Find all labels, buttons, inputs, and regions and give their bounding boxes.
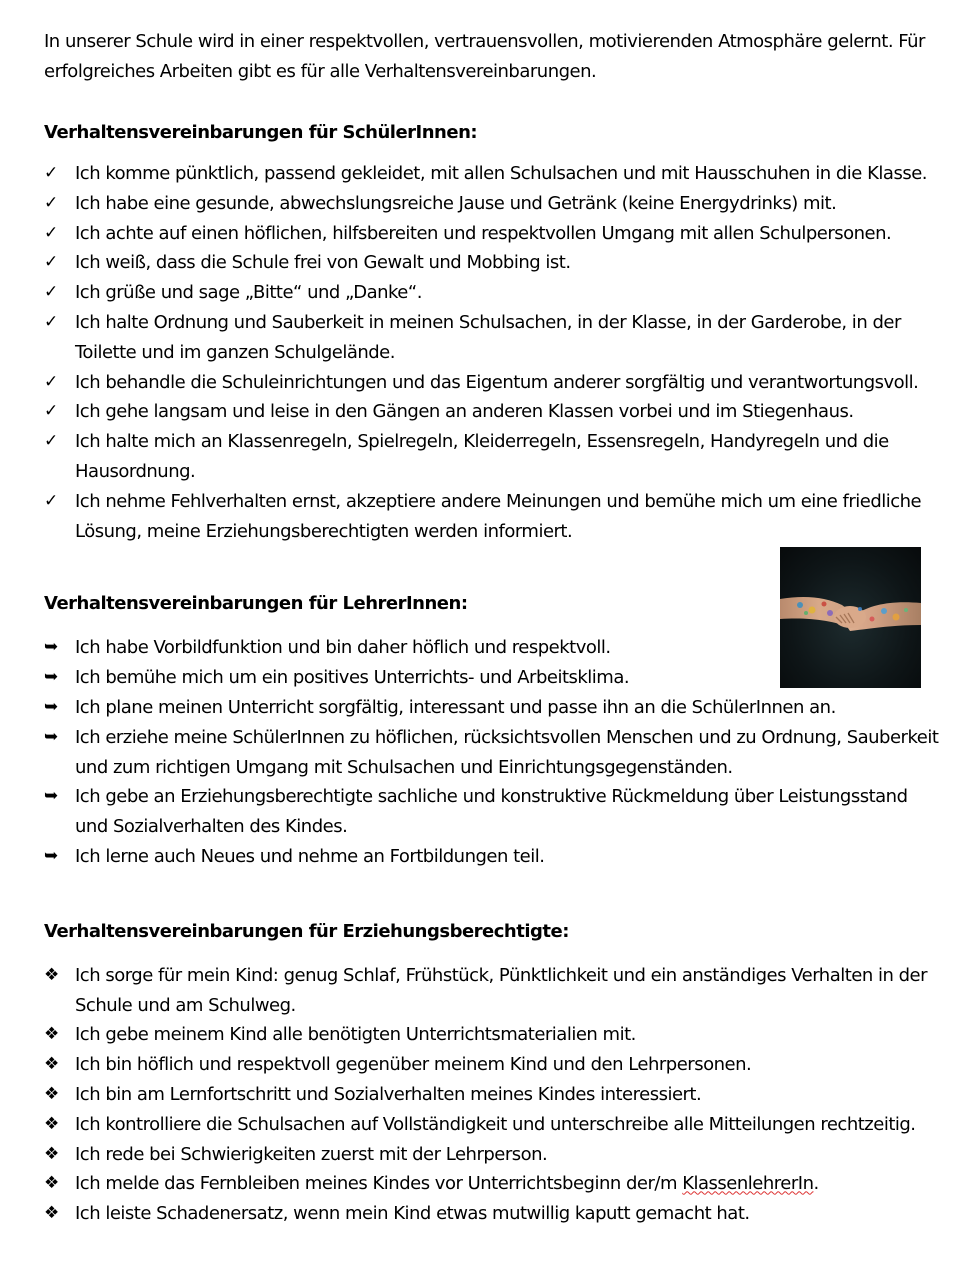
section-heading-students: Verhaltensvereinbarungen für SchülerInnen: <box>44 122 478 143</box>
section-heading-guardians: Verhaltensvereinbarungen für Erziehungsberechtigte: <box>44 920 569 942</box>
list-item <box>44 397 944 427</box>
curved-arrow-icon: ➥ <box>44 696 58 717</box>
list-item-text: Ich rede bei Schwierigkeiten zuerst mit der Lehrperson. <box>75 1143 548 1165</box>
curved-arrow-icon: ➥ <box>44 667 58 688</box>
curved-arrow-icon: ➥ <box>44 786 58 807</box>
list-item <box>44 1169 944 1199</box>
list-students <box>44 159 944 546</box>
list-item-text: Ich grüße und sage „Bitte“ und „Danke“. <box>75 282 422 304</box>
list-item <box>44 368 944 398</box>
list-item-text: Ich melde das Fernbleiben meines Kindes vor Unterrichtsbeginn der/m KlassenlehrerIn. <box>75 1173 819 1195</box>
list-item <box>44 427 944 487</box>
list-item <box>44 308 944 368</box>
list-item-text: Ich gebe an Erziehungsberechtigte sachliche und konstruktive Rückmeldung über Leistungsstand und Sozialverhalten des Kindes. <box>75 786 908 838</box>
checkmark-icon: ✓ <box>44 490 58 511</box>
list-item-text: Ich lerne auch Neues und nehme an Fortbildungen teil. <box>75 845 545 867</box>
list-item <box>44 219 944 249</box>
curved-arrow-icon: ➥ <box>44 845 58 866</box>
list-item <box>44 782 944 842</box>
curved-arrow-icon: ➥ <box>44 726 58 747</box>
checkmark-icon: ✓ <box>44 282 58 303</box>
handshake-image <box>780 547 921 688</box>
section-heading-teachers: Verhaltensvereinbarungen für LehrerInnen: <box>44 593 468 615</box>
checkmark-icon: ✓ <box>44 371 58 392</box>
checkmark-icon: ✓ <box>44 252 58 273</box>
list-item-text: Ich bemühe mich um ein positives Unterrichts- und Arbeitsklima. <box>75 667 630 689</box>
intro-paragraph: In unserer Schule wird in einer respektvollen, vertrauensvollen, motivierenden Atmosphäre gelernt. Für erfolgreiches Arbeiten gibt es für alle Verhaltensvereinbarungen. <box>44 31 925 82</box>
list-item-text: Ich nehme Fehlverhalten ernst, akzeptiere andere Meinungen und bemühe mich um eine friedliche Lösung, meine Erziehungsberechtigten werden informiert. <box>75 490 922 542</box>
list-item-text: Ich halte mich an Klassenregeln, Spielregeln, Kleiderregeln, Essensregeln, Handyregeln und die Hausordnung. <box>75 431 889 482</box>
list-item <box>44 1020 944 1050</box>
list-item-text: Ich achte auf einen höflichen, hilfsbereiten und respektvollen Umgang mit allen Schulpersonen. <box>75 222 892 244</box>
four-diamond-icon: ❖ <box>44 1143 59 1164</box>
list-item-text: Ich leiste Schadenersatz, wenn mein Kind etwas mutwillig kaputt gemacht hat. <box>75 1203 750 1225</box>
list-item-text: Ich behandle die Schuleinrichtungen und das Eigentum anderer sorgfältig und verantwortungsvoll. <box>75 371 919 393</box>
list-item-text: Ich weiß, dass die Schule frei von Gewalt und Mobbing ist. <box>75 252 571 274</box>
list-item-text: Ich bin höflich und respektvoll gegenüber meinem Kind und den Lehrpersonen. <box>75 1054 752 1076</box>
list-item <box>44 248 944 278</box>
four-diamond-icon: ❖ <box>44 1113 59 1134</box>
four-diamond-icon: ❖ <box>44 1083 59 1104</box>
list-item <box>44 487 944 547</box>
list-item-text: Ich bin am Lernfortschritt und Sozialverhalten meines Kindes interessiert. <box>75 1083 702 1105</box>
checkmark-icon: ✓ <box>44 431 58 452</box>
list-item-text: Ich kontrolliere die Schulsachen auf Vollständigkeit und unterschreibe alle Mitteilungen rechtzeitig. <box>75 1113 916 1135</box>
list-item-text: Ich komme pünktlich, passend gekleidet, mit allen Schulsachen und mit Hausschuhen in die Klasse. <box>75 163 927 184</box>
list-item-text: Ich plane meinen Unterricht sorgfältig, interessant und passe ihn an die SchülerInnen an. <box>75 696 836 718</box>
list-item <box>44 1080 944 1110</box>
checkmark-icon: ✓ <box>44 192 58 213</box>
list-item <box>44 159 944 189</box>
checkmark-icon: ✓ <box>44 311 58 332</box>
list-item <box>44 1110 944 1140</box>
list-item-text: Ich erziehe meine SchülerInnen zu höflichen, rücksichtsvollen Menschen und zu Ordnung, Sauberkeit und zum richtigen Umgang mit Schulsachen und Einrichtungsgegenständen. <box>75 726 939 778</box>
checkmark-icon: ✓ <box>44 401 58 422</box>
four-diamond-icon: ❖ <box>44 1203 59 1224</box>
list-item <box>44 842 944 872</box>
list-item <box>44 189 944 219</box>
list-item <box>44 693 944 723</box>
four-diamond-icon: ❖ <box>44 964 59 985</box>
spellcheck-underline[interactable]: KlassenlehrerIn <box>682 1173 814 1195</box>
list-item <box>44 1050 944 1080</box>
four-diamond-icon: ❖ <box>44 1054 59 1075</box>
list-item <box>44 278 944 308</box>
four-diamond-icon: ❖ <box>44 1173 59 1194</box>
checkmark-icon: ✓ <box>44 222 58 243</box>
list-item-text: Ich gebe meinem Kind alle benötigten Unterrichtsmaterialien mit. <box>75 1024 636 1046</box>
list-item-text: Ich habe Vorbildfunktion und bin daher höflich und respektvoll. <box>75 637 611 659</box>
list-guardians <box>44 961 944 1229</box>
list-item-text: Ich sorge für mein Kind: genug Schlaf, Frühstück, Pünktlichkeit und ein anständiges Verhalten in der Schule und am Schulweg. <box>75 964 928 1016</box>
list-item-text: Ich halte Ordnung und Sauberkeit in meinen Schulsachen, in der Klasse, in der Garderobe, in der Toilette und im ganzen Schulgelände. <box>75 311 901 363</box>
handshake-icon <box>780 547 921 688</box>
list-item <box>44 723 944 783</box>
four-diamond-icon: ❖ <box>44 1024 59 1045</box>
curved-arrow-icon: ➥ <box>44 637 58 658</box>
list-item <box>44 961 944 1021</box>
list-item-text: Ich habe eine gesunde, abwechslungsreiche Jause und Getränk (keine Energydrinks) mit. <box>75 192 837 214</box>
list-item-text: Ich gehe langsam und leise in den Gängen an anderen Klassen vorbei und im Stiegenhaus. <box>75 401 854 423</box>
checkmark-icon: ✓ <box>44 163 58 183</box>
list-item <box>44 1140 944 1170</box>
list-item <box>44 1199 944 1229</box>
